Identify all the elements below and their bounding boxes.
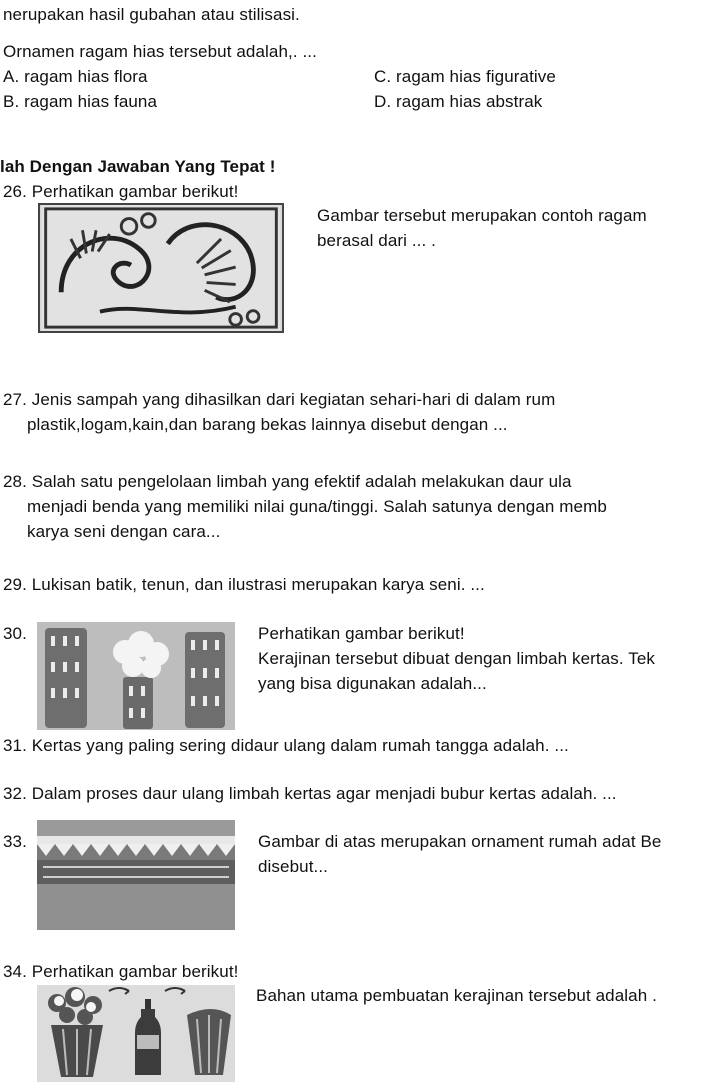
question-26-text-2: berasal dari ... . — [317, 231, 436, 250]
question-26-text-1: Gambar tersebut merupakan contoh ragam — [317, 206, 647, 225]
question-stem: Ornamen ragam hias tersebut adalah,. ... — [3, 42, 317, 61]
paper-vase-image — [37, 622, 235, 730]
option-b: B. ragam hias fauna — [3, 92, 158, 111]
text-line: nerupakan hasil gubahan atau stilisasi. — [3, 5, 300, 24]
question-30-text-2: Kerajinan tersebut dibuat dengan limbah kertas. Tek — [258, 649, 655, 668]
question-34: 34. Perhatikan gambar berikut! — [3, 962, 239, 981]
question-27-line-2: plastik,logam,kain,dan barang bekas lainnya disebut dengan ... — [27, 415, 508, 434]
question-30-text-3: yang bisa digunakan adalah... — [258, 674, 487, 693]
question-26: 26. Perhatikan gambar berikut! — [3, 182, 239, 201]
section-heading: lah Dengan Jawaban Yang Tepat ! — [0, 157, 276, 176]
bottle-craft-image — [37, 985, 235, 1082]
option-d: D. ragam hias abstrak — [374, 92, 543, 111]
question-31: 31. Kertas yang paling sering didaur ulang dalam rumah tangga adalah. ... — [3, 736, 569, 755]
question-27-line-1: 27. Jenis sampah yang dihasilkan dari kegiatan sehari-hari di dalam rum — [3, 390, 556, 409]
question-30-text-1: Perhatikan gambar berikut! — [258, 624, 465, 643]
question-34-text: Bahan utama pembuatan kerajinan tersebut adalah . — [256, 986, 657, 1005]
question-29: 29. Lukisan batik, tenun, dan ilustrasi merupakan karya seni. ... — [3, 575, 485, 594]
question-30-number: 30. — [3, 624, 27, 643]
option-a: A. ragam hias flora — [3, 67, 148, 86]
question-32: 32. Dalam proses daur ulang limbah kertas agar menjadi bubur kertas adalah. ... — [3, 784, 617, 803]
question-28-line-1: 28. Salah satu pengelolaan limbah yang efektif adalah melakukan daur ula — [3, 472, 572, 491]
roof-ornament-image — [37, 820, 235, 930]
question-33-text-1: Gambar di atas merupakan ornament rumah adat Be — [258, 832, 662, 851]
option-c: C. ragam hias figurative — [374, 67, 556, 86]
question-33-number: 33. — [3, 832, 27, 851]
question-33-text-2: disebut... — [258, 857, 328, 876]
question-28-line-2: menjadi benda yang memiliki nilai guna/tinggi. Salah satunya dengan memb — [27, 497, 607, 516]
floral-ornament-image — [38, 203, 284, 333]
question-28-line-3: karya seni dengan cara... — [27, 522, 221, 541]
